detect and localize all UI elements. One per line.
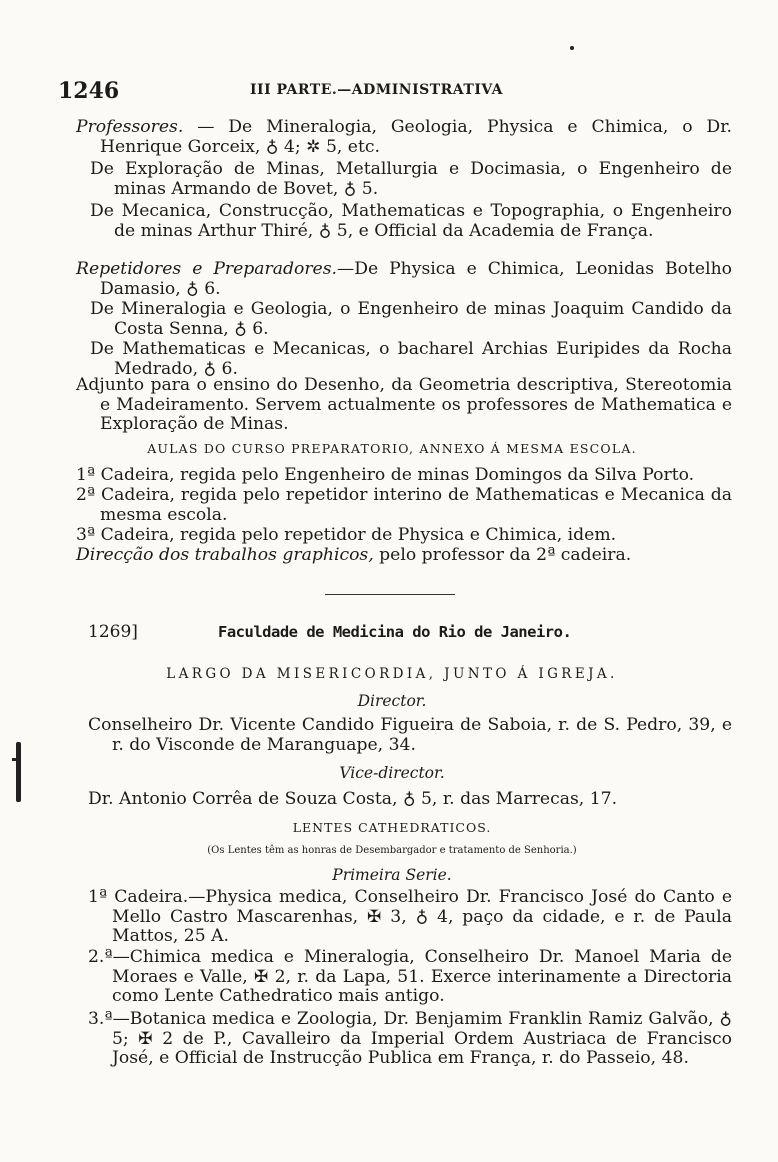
section-title: Faculdade de Medicina do Rio de Janeiro. <box>218 623 572 641</box>
repetidores-text: —De Physica e Chimica, Leonidas Botelho Damasio, ♁ 6. <box>100 259 732 299</box>
margin-bracket-tick <box>12 758 20 761</box>
section-number: 1269] <box>88 622 138 642</box>
aula-item-3: 3ª Cadeira, regida pelo repetidor de Physica e Chimica, idem. <box>76 525 617 545</box>
repetidores-label: Repetidores e Preparadores. <box>76 259 338 279</box>
lentes-note: (Os Lentes têm as honras de Desembargador e tratamento de Senhoria.) <box>207 845 577 856</box>
professores-paragraph <box>76 118 732 157</box>
mineralogia-paragraph: De Mineralogia e Geologia, o Engenheiro de minas Joaquim Candido da Costa Senna, ♁ 6. <box>90 299 732 339</box>
repetidores-paragraph <box>76 260 732 299</box>
serie-label: Primeira Serie. <box>332 866 452 884</box>
aula-item-1: 1ª Cadeira, regida pelo Engenheiro de minas Domingos da Silva Porto. <box>76 465 695 485</box>
aulas-heading: AULAS DO CURSO PREPARATORIO, ANNEXO Á MESMA ESCOLA. <box>147 441 637 456</box>
direccao-label: Direcção dos trabalhos graphicos, <box>76 545 374 565</box>
direccao-text: pelo professor da 2ª cadeira. <box>373 545 632 565</box>
margin-bracket-mark <box>16 742 21 802</box>
adjunto-paragraph: Adjunto para o ensino do Desenho, da Geometria descriptiva, Stereotomia e Madeiramento. Servem actualmente os professores de Mathematica e Exploração de Minas. <box>76 375 732 435</box>
cadeira-1: 1ª Cadeira.—Physica medica, Conselheiro Dr. Francisco José do Canto e Mello Castro Mascarenhas, ✠ 3, ♁ 4, paço da cidade, e r. de Paula Mattos, 25 A. <box>88 887 732 947</box>
mathematicas-paragraph: De Mathematicas e Mecanicas, o bacharel Archias Euripides da Rocha Medrado, ♁ 6. <box>90 339 732 379</box>
vice-director-text: Dr. Antonio Corrêa de Souza Costa, ♁ 5, r. das Marrecas, 17. <box>88 789 618 809</box>
aula-item-2: 2ª Cadeira, regida pelo repetidor interino de Mathematicas e Mecanica da mesma escola. <box>76 485 732 525</box>
vice-director-label: Vice-director. <box>339 764 445 782</box>
cadeira-2: 2.ª—Chimica medica e Mineralogia, Conselheiro Dr. Manoel Maria de Moraes e Valle, ✠ 2, r. da Lapa, 51. Exerce interinamente a Directoria como Lente Cathedratico mais antigo. <box>88 947 732 1007</box>
professores-text: — De Mineralogia, Geologia, Physica e Chimica, o Dr. Henrique Gorceix, ♁ 4; ✲ 5, etc. <box>100 117 732 157</box>
mecanica-paragraph: De Mecanica, Construcção, Mathematicas e Topographia, o Engenheiro de minas Arthur Thiré, ♁ 5, e Official da Academia de França. <box>90 201 732 241</box>
director-text: Conselheiro Dr. Vicente Candido Figueira de Saboia, r. de S. Pedro, 39, e r. do Visconde de Maranguape, 34. <box>88 715 732 755</box>
professores-label: Professores. <box>76 117 184 137</box>
running-header: III PARTE.—ADMINISTRATIVA <box>250 82 504 98</box>
page-number: 1246 <box>58 78 120 104</box>
lentes-heading: LENTES CATHEDRATICOS. <box>292 820 492 835</box>
director-label: Director. <box>357 692 427 710</box>
exploracao-paragraph: De Exploração de Minas, Metallurgia e Docimasia, o Engenheiro de minas Armando de Bovet, ♁ 5. <box>90 159 732 199</box>
ink-dot <box>570 46 574 50</box>
section-divider <box>325 594 455 595</box>
cadeira-3: 3.ª—Botanica medica e Zoologia, Dr. Benjamim Franklin Ramiz Galvão, ♁ 5; ✠ 2 de P., Cavalleiro da Imperial Ordem Austriaca de Francisco José, e Official de Instrucção Publica em França, r. do Passeio, 48. <box>88 1009 732 1069</box>
direccao-paragraph <box>76 546 732 566</box>
address-line: LARGO DA MISERICORDIA, JUNTO Á IGREJA. <box>166 666 618 682</box>
